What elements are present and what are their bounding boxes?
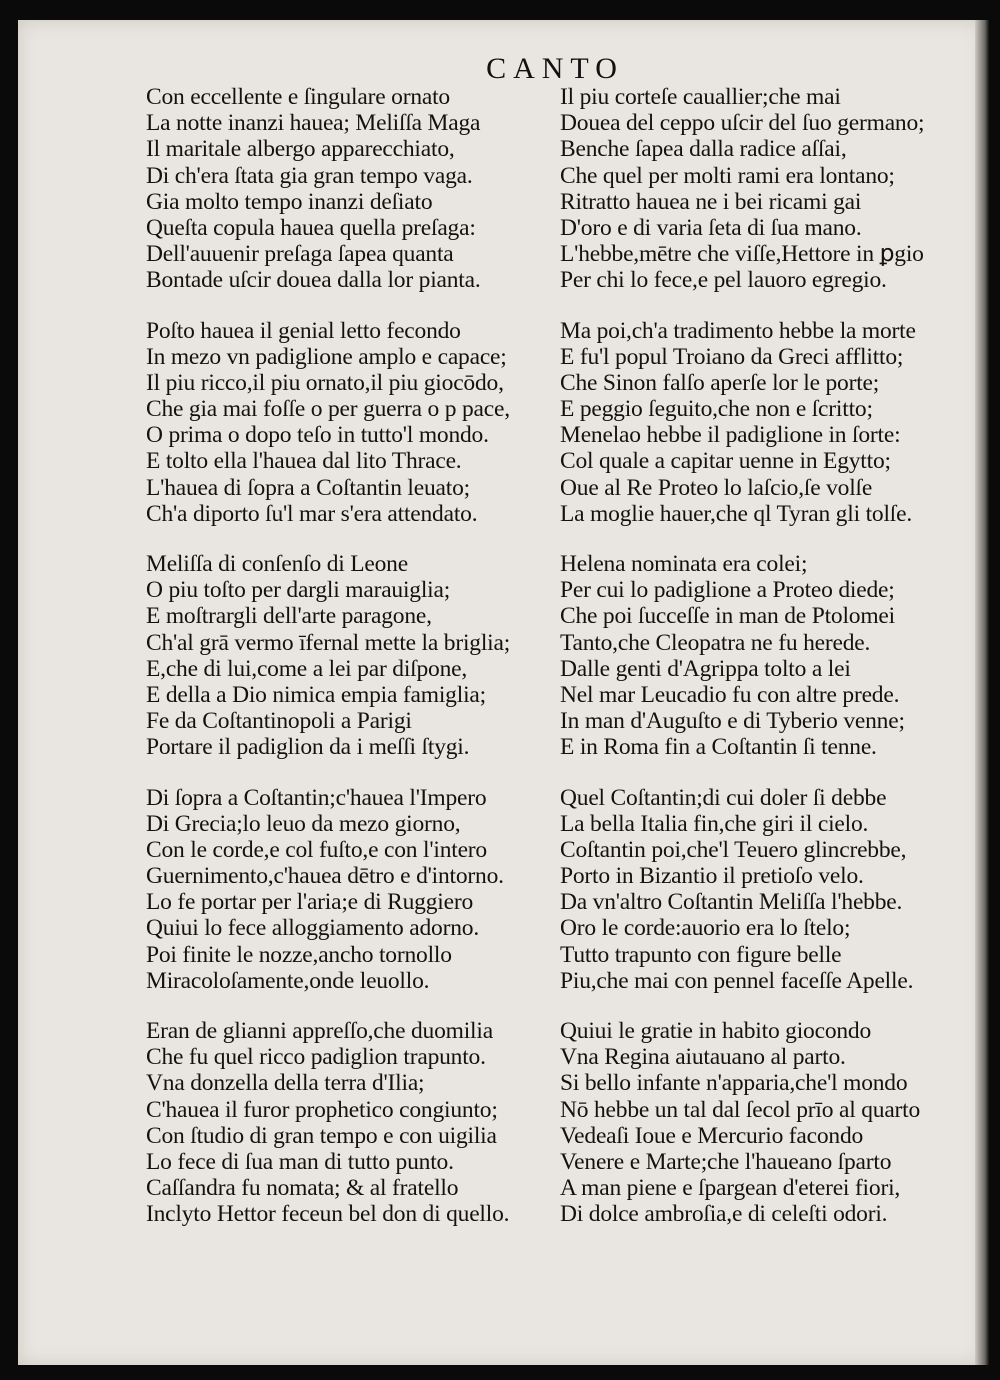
verse-line: Con eccellente e ſingulare ornato xyxy=(146,84,450,110)
verse-line: Con le corde,e col fuſto,e con l'intero xyxy=(146,836,487,863)
verse-line: Tutto trapunto con figure belle xyxy=(560,941,842,968)
verse-line: Benche ſapea dalla radice aſſai, xyxy=(560,136,847,163)
stanza xyxy=(560,551,980,761)
stanza xyxy=(146,1018,558,1228)
stanza-gap xyxy=(560,294,980,318)
stanza-gap xyxy=(560,994,980,1018)
verse-line: Tanto,che Cleopatra ne fu herede. xyxy=(560,629,871,656)
verse-line: Quel Coſtantin;di cui doler ſi debbe xyxy=(560,784,887,811)
verse-line: Che poi ſucceſſe in man de Ptolomei xyxy=(560,603,895,630)
stanza xyxy=(560,1018,980,1228)
right-column xyxy=(560,84,980,1228)
verse-line: L'hauea di ſopra a Coſtantin leuato; xyxy=(146,474,470,501)
verse-line: Bontade uſcir douea dalla lor pianta. xyxy=(146,267,481,294)
verse-line: E moſtrargli dell'arte paragone, xyxy=(146,603,432,630)
verse-line: Venere e Marte;che l'haueano ſparto xyxy=(560,1148,892,1175)
verse-line: Poi finite le nozze,ancho tornollo xyxy=(146,941,452,968)
verse-line: Il piu corteſe cauallier;che mai xyxy=(560,84,841,110)
verse-line: Miracoloſamente,onde leuollo. xyxy=(146,967,430,994)
verse-line: Il maritale albergo apparecchiato, xyxy=(146,136,455,163)
verse-line: E della a Dio nimica empia famiglia; xyxy=(146,681,486,708)
verse-line: Fe da Coſtantinopoli a Parigi xyxy=(146,708,412,735)
verse-line: Gia molto tempo inanzi deſiato xyxy=(146,188,433,215)
verse-line: Che quel per molti rami era lontano; xyxy=(560,162,895,189)
stanza xyxy=(560,785,980,995)
verse-line: Caſſandra fu nomata; & al fratello xyxy=(146,1175,459,1202)
verse-line: Queſta copula hauea quella preſaga: xyxy=(146,214,476,241)
verse-line: Poſto hauea il genial letto fecondo xyxy=(146,317,461,344)
stanza xyxy=(146,785,558,995)
verse-line: In mezo vn padiglione amplo e capace; xyxy=(146,343,507,370)
verse-line: E,che di lui,come a lei par diſpone, xyxy=(146,655,468,682)
verse-line: Col quale a capitar uenne in Egytto; xyxy=(560,448,891,475)
verse-line: Di ch'era ſtata gia gran tempo vaga. xyxy=(146,162,473,189)
verse-line: Di Grecia;lo leuo da mezo giorno, xyxy=(146,810,461,837)
verse-line: Douea del ceppo uſcir del ſuo germano; xyxy=(560,110,925,137)
verse-line: Che gia mai foſſe o per guerra o p pace, xyxy=(146,396,510,423)
verse-line: E in Roma fin a Coſtantin ſi tenne. xyxy=(560,734,877,761)
verse-line: Menelao hebbe il padiglione in ſorte: xyxy=(560,422,901,449)
verse-line: Inclyto Hettor feceun bel don di quello. xyxy=(146,1201,510,1228)
verse-line: Quiui lo fece alloggiamento adorno. xyxy=(146,915,479,942)
verse-line: Dalle genti d'Agrippa tolto a lei xyxy=(560,655,851,682)
verse-line: E peggio ſeguito,che non e ſcritto; xyxy=(560,396,873,423)
verse-line: O prima o dopo teſo in tutto'l mondo. xyxy=(146,422,489,449)
verse-line: A man piene e ſpargean d'eterei fiori, xyxy=(560,1175,901,1202)
verse-line: C'hauea il furor prophetico congiunto; xyxy=(146,1096,498,1123)
verse-line: Che Sinon falſo aperſe lor le porte; xyxy=(560,369,880,396)
verse-line: Con ſtudio di gran tempo e con uigilia xyxy=(146,1122,497,1149)
left-column xyxy=(146,84,558,1228)
verse-line: Nō hebbe un tal dal ſecol prīo al quarto xyxy=(560,1096,921,1123)
verse-line: Per cui lo padiglione a Proteo diede; xyxy=(560,577,895,604)
verse-line: Ritratto hauea ne i bei ricami gai xyxy=(560,188,862,215)
stanza-gap xyxy=(560,761,980,785)
verse-line: Lo fece di ſua man di tutto punto. xyxy=(146,1148,454,1175)
verse-line: Vna Regina aiutauano al parto. xyxy=(560,1044,846,1071)
verse-line: Porto in Bizantio il pretioſo velo. xyxy=(560,863,864,890)
verse-line: Coſtantin poi,che'l Teuero glincrebbe, xyxy=(560,836,907,863)
verse-line: Piu,che mai con pennel faceſſe Apelle. xyxy=(560,967,914,994)
verse-line: Vedeaſi Ioue e Mercurio facondo xyxy=(560,1122,864,1149)
verse-line: Oue al Re Proteo lo laſcio,ſe volſe xyxy=(560,474,873,501)
verse-line: Di ſopra a Coſtantin;c'hauea l'Impero xyxy=(146,784,487,811)
stanza-gap xyxy=(146,294,558,318)
running-head: CANTO xyxy=(486,52,624,85)
verse-line: Dell'auuenir preſaga ſapea quanta xyxy=(146,241,454,268)
verse-line: La moglie hauer,che ql Tyran gli tolſe. xyxy=(560,500,913,527)
verse-line: La bella Italia fin,che giri il cielo. xyxy=(560,810,869,837)
verse-line: Per chi lo fece,e pel lauoro egregio. xyxy=(560,267,887,294)
verse-line: Il piu ricco,il piu ornato,il piu giocōdo, xyxy=(146,369,504,396)
verse-line: Si bello infante n'apparia,che'l mondo xyxy=(560,1070,908,1097)
verse-line: Meliſſa di conſenſo di Leone xyxy=(146,551,408,577)
stanza-gap xyxy=(146,527,558,551)
verse-line: Ma poi,ch'a tradimento hebbe la morte xyxy=(560,317,916,344)
verse-line: La notte inanzi hauea; Meliſſa Maga xyxy=(146,110,481,137)
verse-line: L'hebbe,mētre che viſſe,Hettore in ꝑgio xyxy=(560,241,924,268)
verse-line: Che fu quel ricco padiglion trapunto. xyxy=(146,1044,486,1071)
verse-line: Da vn'altro Coſtantin Meliſſa l'hebbe. xyxy=(560,889,903,916)
stanza xyxy=(146,84,558,294)
stanza xyxy=(560,84,980,294)
verse-line: Portare il padiglion da i meſſi ſtygi. xyxy=(146,734,470,761)
stanza-gap xyxy=(146,994,558,1018)
verse-line: D'oro e di varia ſeta di ſua mano. xyxy=(560,214,862,241)
stanza xyxy=(146,318,558,528)
verse-line: Oro le corde:auorio era lo ſtelo; xyxy=(560,915,851,942)
verse-line: O piu toſto per dargli marauiglia; xyxy=(146,577,451,604)
verse-line: Lo fe portar per l'aria;e di Ruggiero xyxy=(146,889,474,916)
verse-line: Nel mar Leucadio fu con altre prede. xyxy=(560,681,900,708)
verse-line: In man d'Auguſto e di Tyberio venne; xyxy=(560,708,905,735)
stanza xyxy=(146,551,558,761)
verse-line: Di dolce ambroſia,e di celeſti odori. xyxy=(560,1201,888,1228)
stanza xyxy=(560,318,980,528)
verse-line: Helena nominata era colei; xyxy=(560,551,808,577)
verse-line: E fu'l popul Troiano da Greci afflitto; xyxy=(560,343,904,370)
verse-line: Quiui le gratie in habito giocondo xyxy=(560,1018,872,1044)
verse-line: Guernimento,c'hauea dētro e d'intorno. xyxy=(146,863,504,890)
verse-line: Ch'a diporto ſu'l mar s'era attendato. xyxy=(146,500,478,527)
verse-line: E tolto ella l'hauea dal lito Thrace. xyxy=(146,448,462,475)
verse-line: Ch'al grā vermo īfernal mette la briglia; xyxy=(146,629,511,656)
stanza-gap xyxy=(146,761,558,785)
stanza-gap xyxy=(560,527,980,551)
verse-line: Vna donzella della terra d'Ilia; xyxy=(146,1070,425,1097)
verse-line: Eran de glianni appreſſo,che duomilia xyxy=(146,1018,493,1044)
